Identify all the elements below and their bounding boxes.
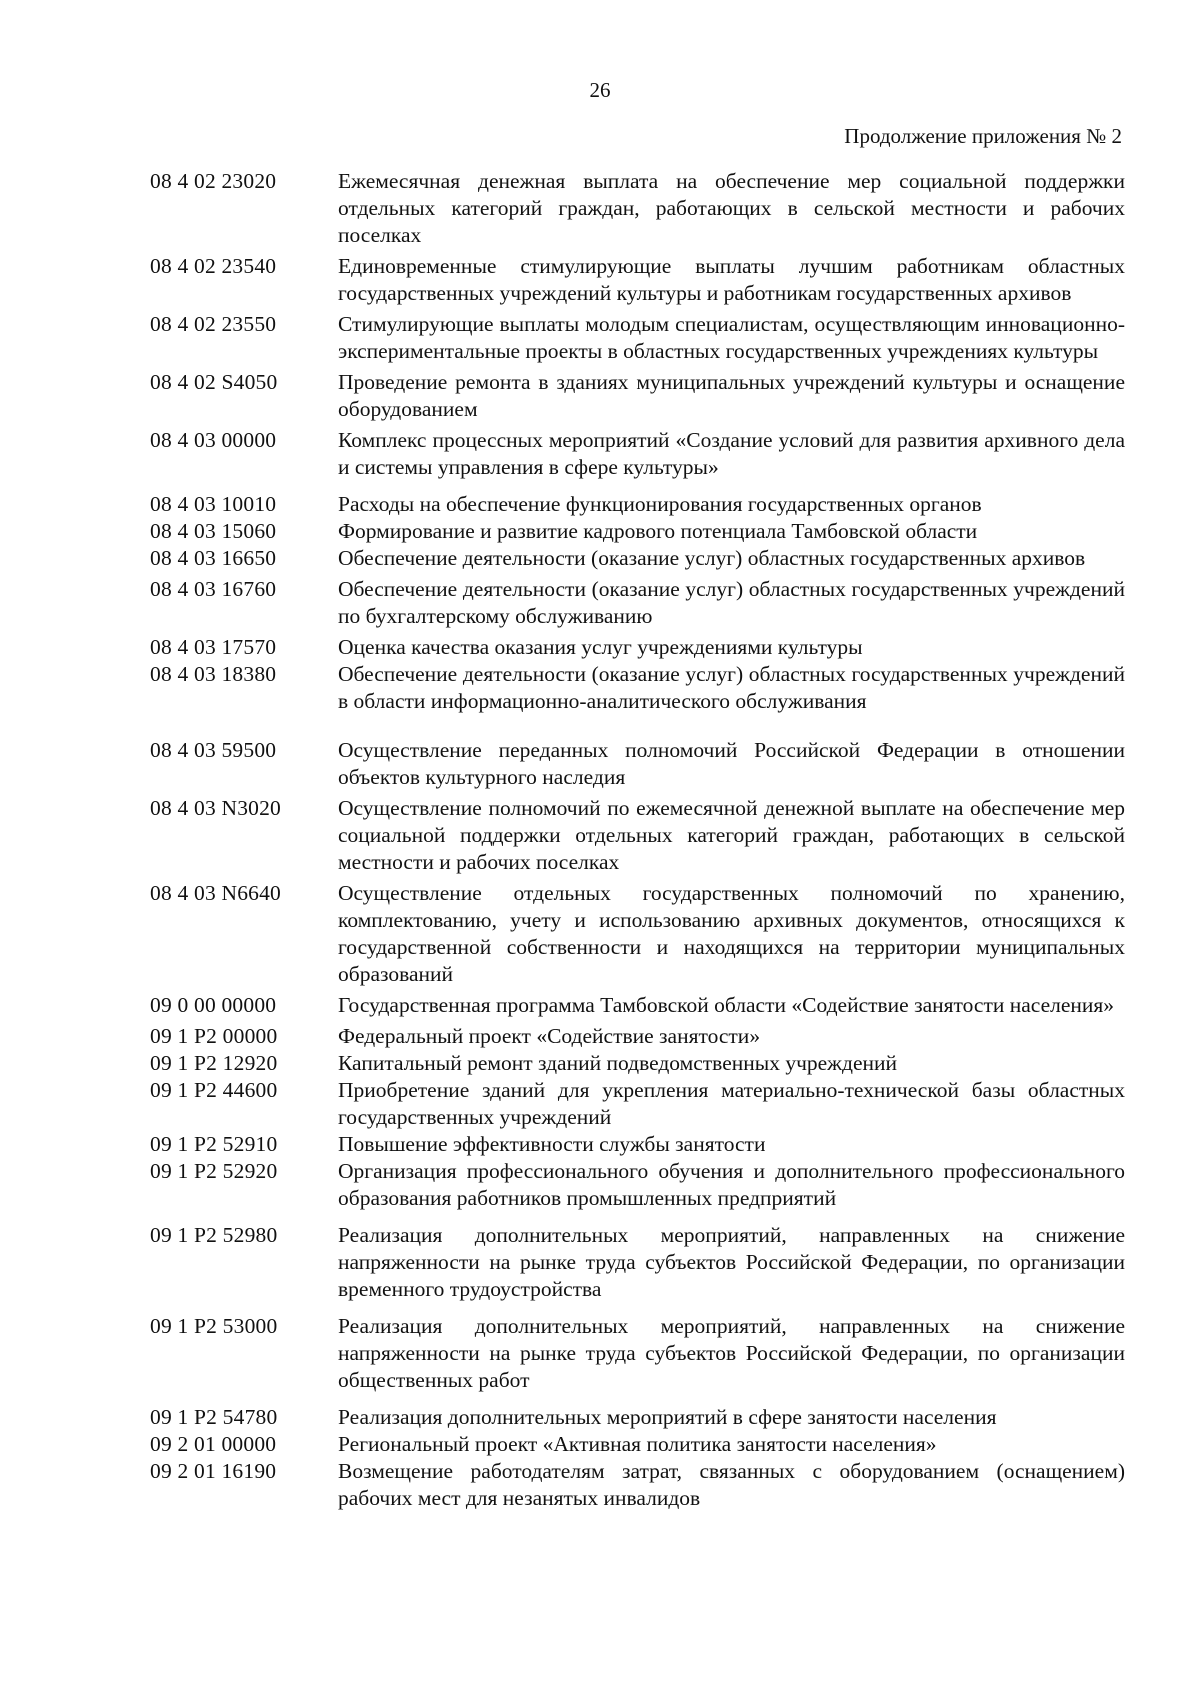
table-row	[150, 1404, 1125, 1431]
table-row	[150, 1431, 1125, 1458]
row-code: 09 2 01 00000	[150, 1432, 277, 1456]
row-description: Региональный проект «Активная политика занятости населения»	[338, 1432, 937, 1456]
row-description: Проведение ремонта в зданиях муниципальных учреждений культуры и оснащение оборудованием	[338, 370, 1125, 421]
row-code: 09 1 P2 53000	[150, 1314, 278, 1338]
row-code: 09 1 P2 54780	[150, 1405, 278, 1429]
page-number: 26	[589, 78, 611, 102]
row-description: Организация профессионального обучения и дополнительного профессионального образования работников промышленных предприятий	[338, 1159, 1125, 1210]
row-code: 09 1 P2 44600	[150, 1078, 278, 1102]
row-code: 08 4 02 23540	[150, 254, 277, 278]
table-row	[150, 369, 1125, 423]
table-row	[150, 253, 1125, 307]
row-code: 09 2 01 16190	[150, 1459, 277, 1483]
table-row	[150, 795, 1125, 876]
row-code: 08 4 02 23550	[150, 312, 277, 336]
table-row	[150, 992, 1125, 1019]
row-description: Расходы на обеспечение функционирования государственных органов	[338, 492, 982, 516]
table-row	[150, 1131, 1125, 1158]
row-code: 08 4 03 N6640	[150, 881, 282, 905]
table-row	[150, 1077, 1125, 1131]
row-code: 08 4 02 23020	[150, 169, 277, 193]
table-row	[150, 634, 1125, 661]
row-description: Комплекс процессных мероприятий «Создание условий для развития архивного дела и системы управления в сфере культуры»	[338, 428, 1125, 479]
row-code: 08 4 03 15060	[150, 519, 277, 543]
row-code: 09 1 P2 52910	[150, 1132, 278, 1156]
row-description: Возмещение работодателям затрат, связанных с оборудованием (оснащением) рабочих мест для незанятых инвалидов	[338, 1459, 1125, 1510]
row-description: Государственная программа Тамбовской области «Содействие занятости населения»	[338, 993, 1115, 1017]
row-code: 09 0 00 00000	[150, 993, 277, 1017]
row-code: 09 1 P2 52980	[150, 1223, 278, 1247]
row-description: Стимулирующие выплаты молодым специалистам, осуществляющим инновационно-экспериментальные проекты в областных государственных учреждениях культуры	[338, 312, 1125, 363]
table-row	[150, 168, 1125, 249]
table-row	[150, 518, 1125, 545]
row-description: Реализация дополнительных мероприятий, направленных на снижение напряженности на рынке труда субъектов Российской Федерации, по организации общественных работ	[338, 1314, 1125, 1392]
row-code: 08 4 03 10010	[150, 492, 277, 516]
row-code: 08 4 03 00000	[150, 428, 277, 452]
row-description: Реализация дополнительных мероприятий, направленных на снижение напряженности на рынке труда субъектов Российской Федерации, по организации временного трудоустройства	[338, 1223, 1125, 1301]
table-row	[150, 1158, 1125, 1212]
row-description: Обеспечение деятельности (оказание услуг) областных государственных архивов	[338, 546, 1086, 570]
row-description: Повышение эффективности службы занятости	[338, 1132, 766, 1156]
row-code: 08 4 03 59500	[150, 738, 277, 762]
row-description: Единовременные стимулирующие выплаты лучшим работникам областных государственных учреждений культуры и работникам государственных архивов	[338, 254, 1125, 305]
table-row	[150, 1313, 1125, 1394]
row-description: Федеральный проект «Содействие занятости»	[338, 1024, 761, 1048]
row-description: Реализация дополнительных мероприятий в сфере занятости населения	[338, 1405, 997, 1429]
row-description: Обеспечение деятельности (оказание услуг) областных государственных учреждений в области информационно-аналитического обслуживания	[338, 662, 1125, 713]
table-row	[150, 491, 1125, 518]
row-description: Обеспечение деятельности (оказание услуг) областных государственных учреждений по бухгалтерскому обслуживанию	[338, 577, 1125, 628]
table-row	[150, 1023, 1125, 1050]
row-description: Осуществление отдельных государственных полномочий по хранению, комплектованию, учету и использованию архивных документов, относящихся к государственной собственности и находящихся на территории муниципальных образований	[338, 881, 1125, 986]
table-row	[150, 576, 1125, 630]
table-row	[150, 661, 1125, 715]
row-code: 09 1 P2 52920	[150, 1159, 278, 1183]
table-row	[150, 1050, 1125, 1077]
row-description: Приобретение зданий для укрепления материально-технической базы областных государственных учреждений	[338, 1078, 1125, 1129]
row-code: 08 4 03 16760	[150, 577, 277, 601]
row-code: 09 1 P2 12920	[150, 1051, 278, 1075]
row-description: Осуществление полномочий по ежемесячной денежной выплате на обеспечение мер социальной поддержки отдельных категорий граждан, работающих в сельской местности и рабочих поселках	[338, 796, 1125, 874]
table-row	[150, 880, 1125, 988]
table-row	[150, 737, 1125, 791]
appendix-note: Продолжение приложения № 2	[844, 124, 1122, 148]
row-code: 09 1 P2 00000	[150, 1024, 278, 1048]
budget-code-table	[150, 168, 1125, 1512]
table-row	[150, 1222, 1125, 1303]
table-row	[150, 427, 1125, 481]
row-description: Осуществление переданных полномочий Российской Федерации в отношении объектов культурного наследия	[338, 738, 1125, 789]
table-row	[150, 311, 1125, 365]
row-description: Формирование и развитие кадрового потенциала Тамбовской области	[338, 519, 978, 543]
row-description: Оценка качества оказания услуг учреждениями культуры	[338, 635, 863, 659]
table-row	[150, 1458, 1125, 1512]
row-code: 08 4 03 16650	[150, 546, 277, 570]
row-description: Ежемесячная денежная выплата на обеспечение мер социальной поддержки отдельных категорий граждан, работающих в сельской местности и рабочих поселках	[338, 169, 1125, 247]
table-row	[150, 545, 1125, 572]
row-code: 08 4 03 17570	[150, 635, 277, 659]
row-code: 08 4 02 S4050	[150, 370, 278, 394]
row-description: Капитальный ремонт зданий подведомственных учреждений	[338, 1051, 898, 1075]
row-code: 08 4 03 18380	[150, 662, 277, 686]
row-code: 08 4 03 N3020	[150, 796, 282, 820]
